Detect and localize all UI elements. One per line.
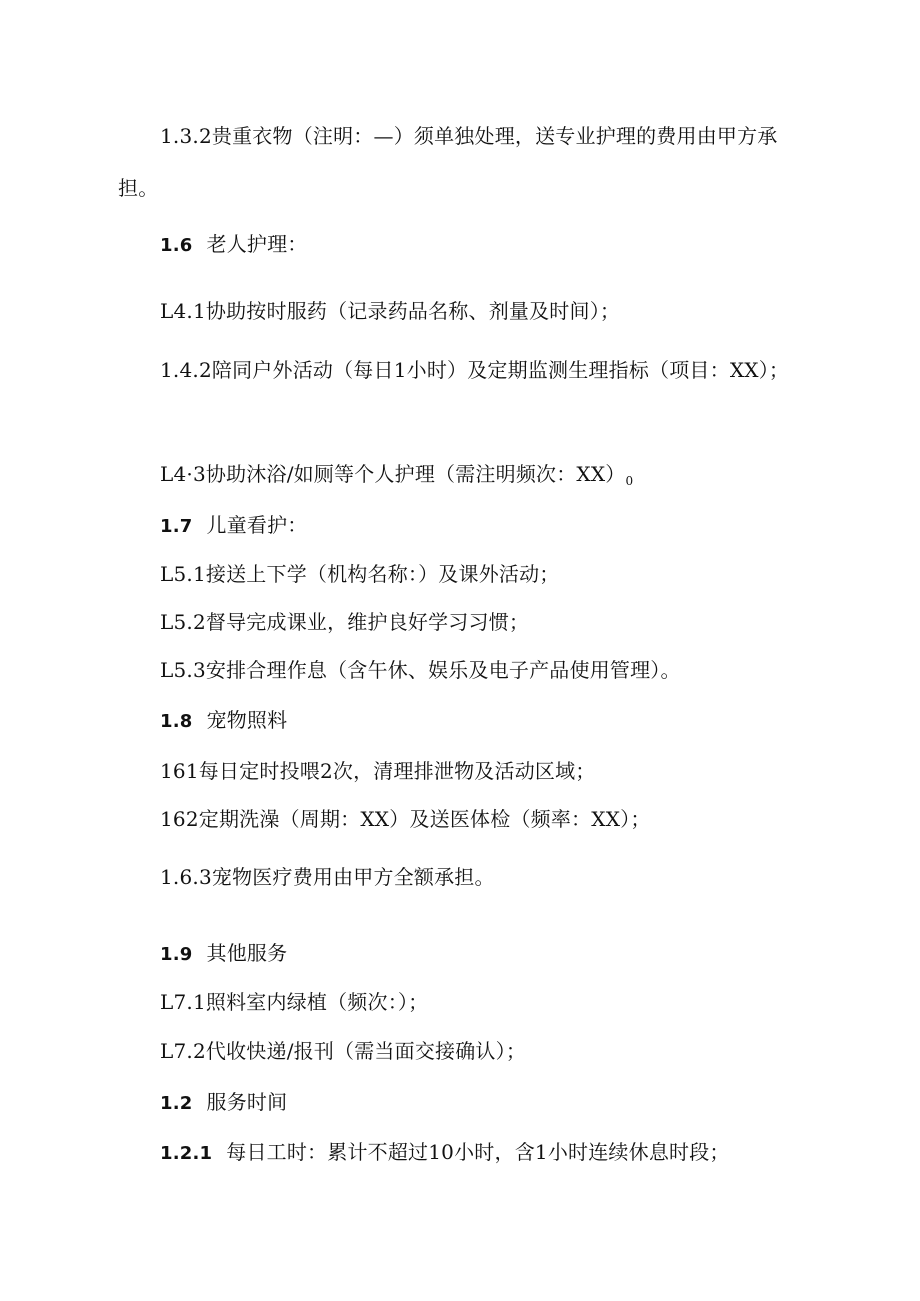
list-item: 1.6.3宠物医疗费用由甲方全额承担。 (160, 865, 495, 889)
section-title: 老人护理： (206, 232, 308, 256)
subsection-text: 每日工时：累计不超过10小时，含1小时连续休息时段； (226, 1140, 730, 1164)
list-item-suffix: 0 (625, 474, 634, 488)
list-item: L7.2代收快递/报刊（需当面交接确认）； (160, 1039, 527, 1063)
list-item-text: L4·3协助沐浴/如厕等个人护理（需注明频次：XX） (160, 462, 626, 486)
section-title: 服务时间 (206, 1090, 288, 1114)
section-heading (160, 512, 308, 540)
paragraph-line: 担。 (118, 176, 159, 200)
section-heading (160, 1089, 287, 1117)
section-number: 1.6 (160, 235, 193, 256)
paragraph-line: 1.3.2贵重衣物（注明：—）须单独处理，送专业护理的费用由甲方承 (160, 124, 778, 148)
section-number: 1.2 (160, 1093, 193, 1114)
list-item: L7.1照料室内绿植（频次：）； (160, 990, 429, 1014)
section-heading (160, 231, 308, 259)
list-item: 1.4.2陪同户外活动（每日1小时）及定期监测生理指标（项目：XX）； (160, 358, 790, 382)
section-number: 1.7 (160, 516, 193, 537)
section-title: 儿童看护： (206, 513, 308, 537)
list-item: L5.1接送上下学（机构名称：）及课外活动； (160, 562, 560, 586)
section-heading (160, 940, 287, 968)
list-item (160, 461, 633, 494)
section-title: 其他服务 (206, 941, 288, 965)
list-item: L5.3安排合理作息（含午休、娱乐及电子产品使用管理）。 (160, 658, 681, 682)
section-number: 1.9 (160, 944, 193, 965)
list-item: 162定期洗澡（周期：XX）及送医体检（频率：XX）； (160, 807, 651, 831)
subsection-number: 1.2.1 (160, 1143, 213, 1164)
section-number: 1.8 (160, 711, 193, 732)
section-title: 宠物照料 (206, 708, 288, 732)
subsection-line (160, 1139, 730, 1167)
list-item: L4.1协助按时服药（记录药品名称、剂量及时间）； (160, 299, 621, 323)
section-heading (160, 707, 287, 735)
list-item: L5.2督导完成课业，维护良好学习习惯； (160, 610, 530, 634)
list-item: 161每日定时投喂2次，清理排泄物及活动区域； (160, 759, 596, 783)
